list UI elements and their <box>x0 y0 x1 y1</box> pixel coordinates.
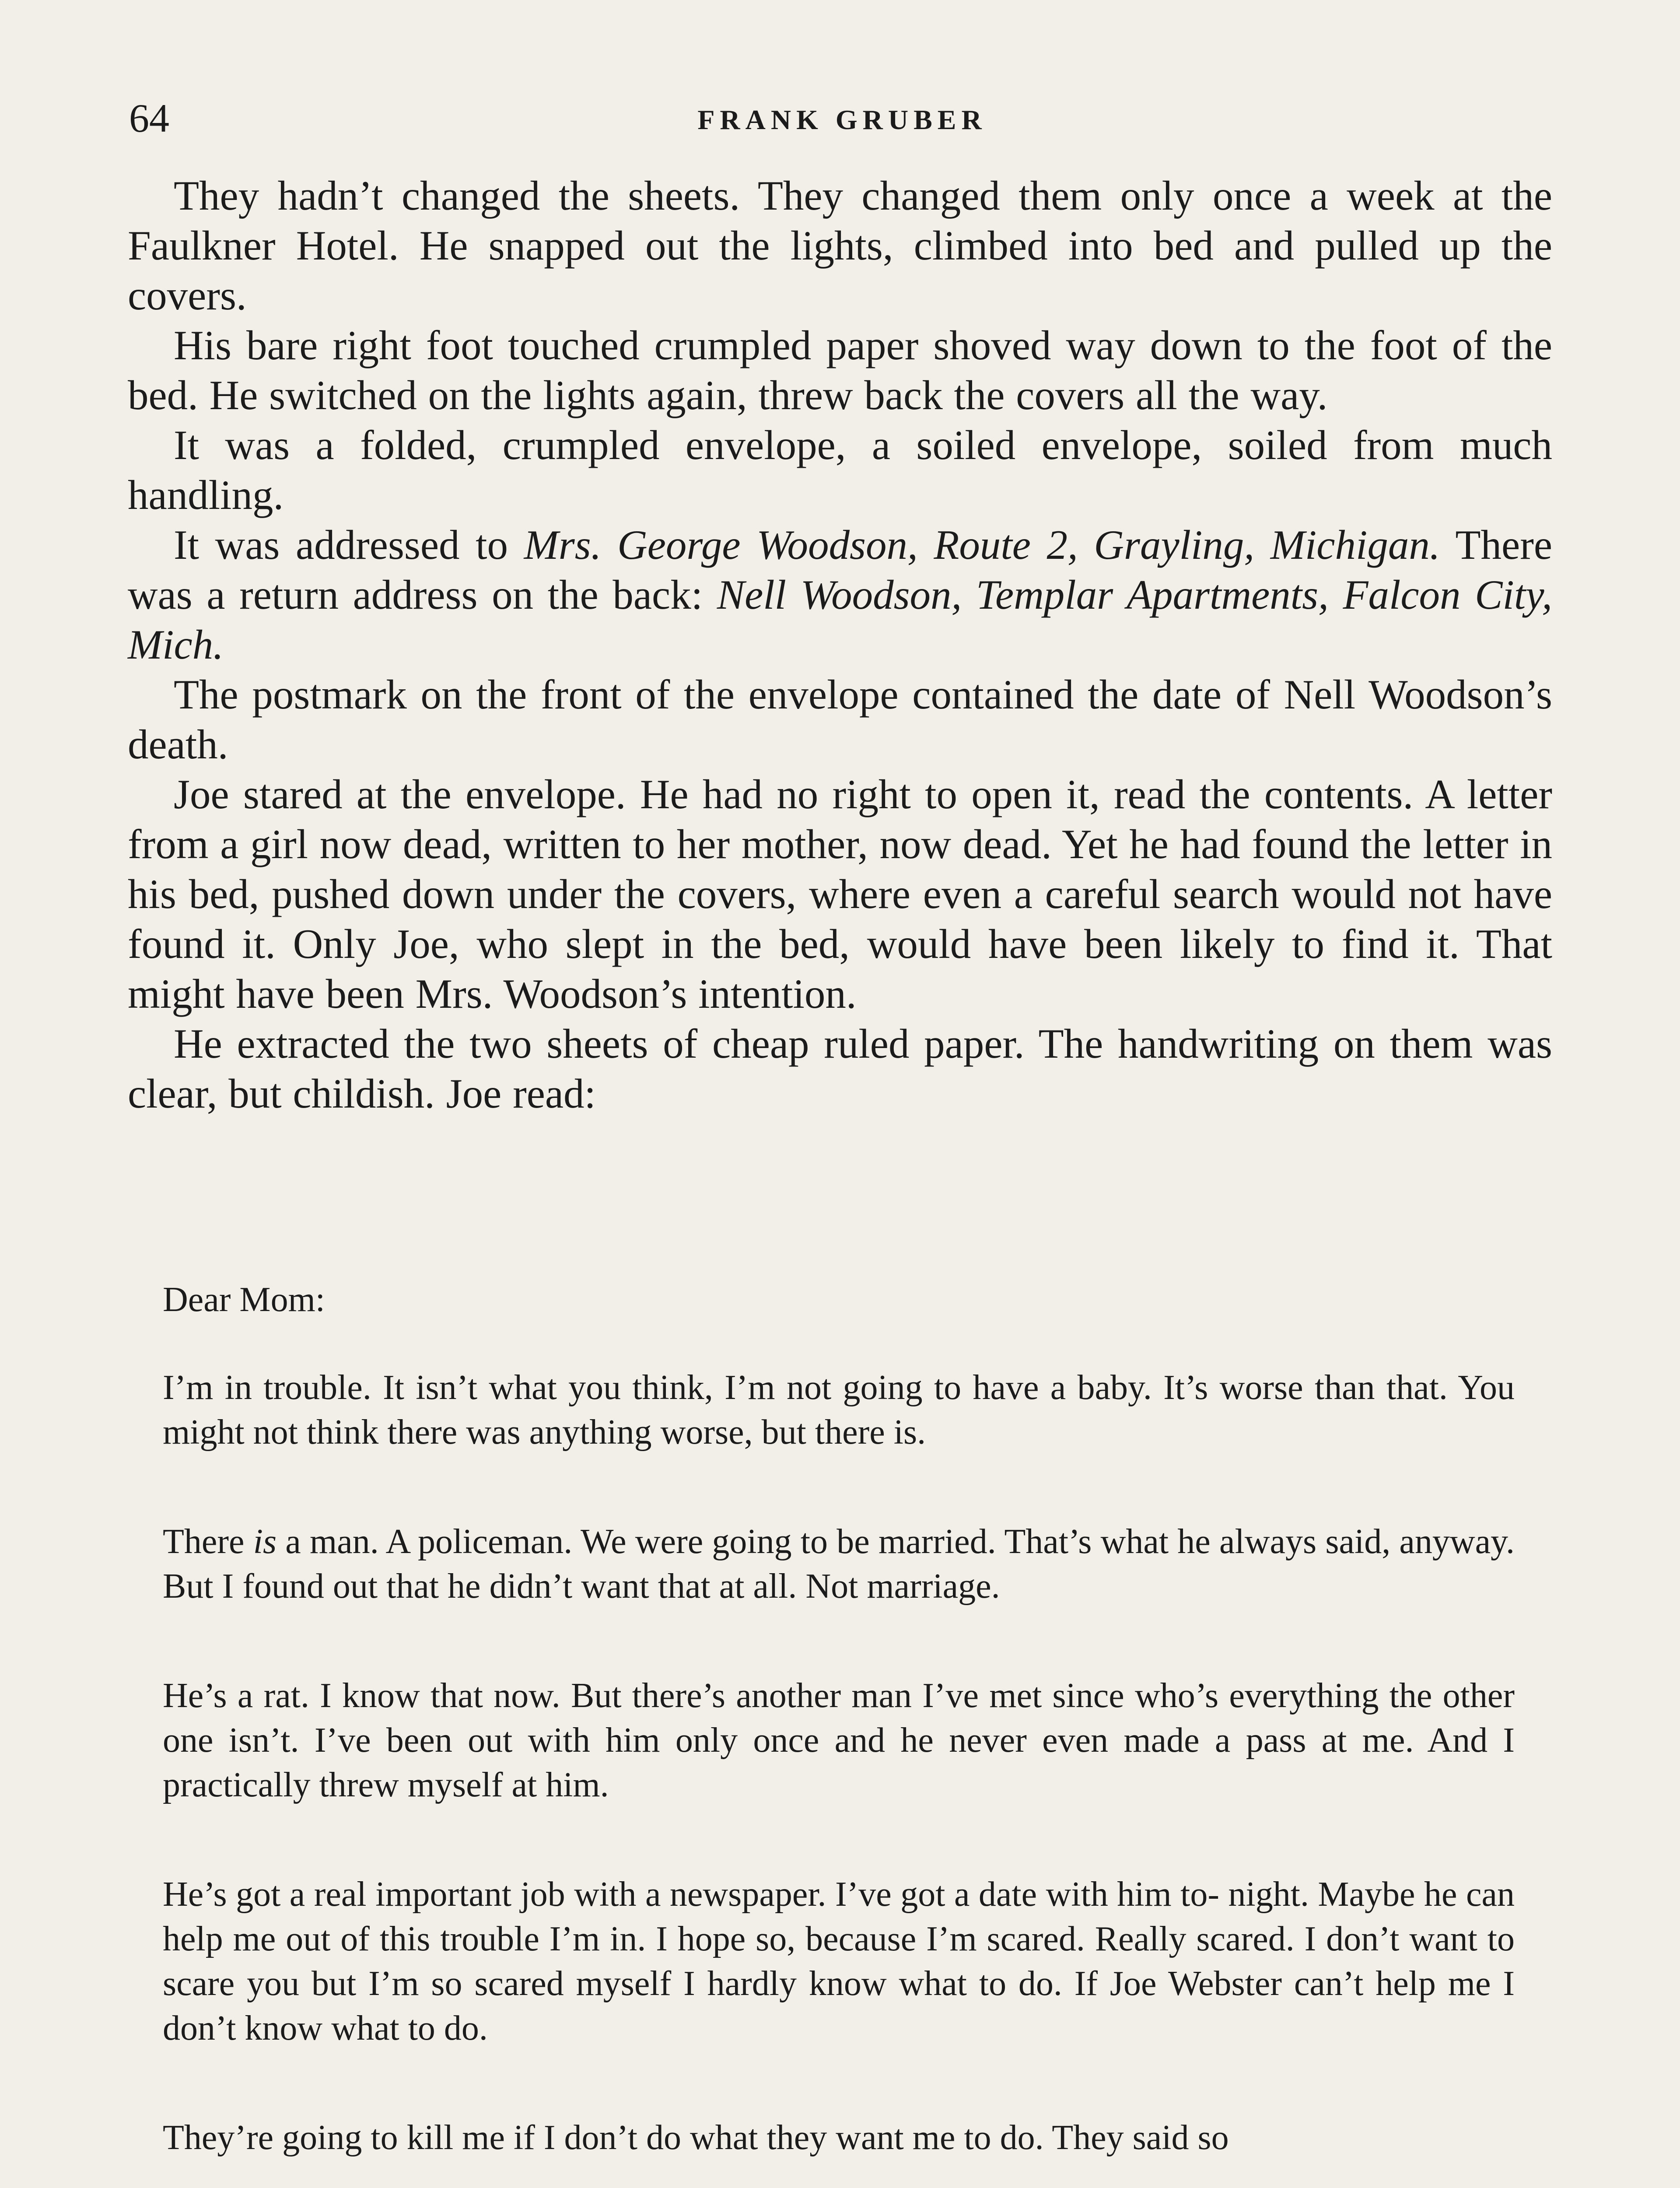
return-address-italic: Nell Woodson, Templar Apartments, Falcon City, Mich. <box>128 572 1552 668</box>
letter-paragraph: He’s a rat. I know that now. But there’s another man I’ve met since who’s everything the other one isn’t. I’ve been out with him only once and he never even made a pass at me. And I practically threw myself at him. <box>163 1676 1515 1804</box>
narrative-text <box>128 171 1552 1119</box>
emphasis-italic: is <box>253 1522 277 1561</box>
paragraph: His bare right foot touched crumpled paper shoved way down to the foot of the bed. He switched on the lights again, threw back the covers all the way. <box>128 322 1552 418</box>
letter-paragraph <box>163 1519 1515 1609</box>
address-italic: Mrs. George Woodson, Route 2, Grayling, Michigan. <box>524 522 1440 568</box>
text-span: There <box>163 1522 253 1561</box>
paragraph: They hadn’t changed the sheets. They changed them only once a week at the Faulkner Hotel. He snapped out the lights, climbed into bed and pulled up the covers. <box>128 172 1552 319</box>
letter-paragraph: I’m in trouble. It isn’t what you think, I’m not going to have a baby. It’s worse than that. You might not think there was anything worse, but there is. <box>163 1368 1515 1452</box>
author-header: FRANK GRUBER <box>697 104 987 135</box>
text-span: There was a return address on the back: <box>128 522 1552 618</box>
text-span: a man. A policeman. We were going to be married. That’s what he always said, anyway. But I found out that he didn’t want that at all. Not marriage. <box>163 1522 1515 1606</box>
letter-salutation: Dear Mom: <box>163 1280 326 1319</box>
text-span: It was addressed to <box>174 522 524 568</box>
letter-paragraph: They’re going to kill me if I don’t do what they want me to do. They said so <box>163 2118 1229 2157</box>
running-head <box>129 90 1555 147</box>
page-number: 64 <box>129 96 169 140</box>
paragraph-address <box>128 520 1552 670</box>
paragraph: Joe stared at the envelope. He had no right to open it, read the contents. A letter from a girl now dead, written to her mother, now dead. Yet he had found the letter in his bed, pushed down under the covers, where even a careful search would not have found it. Only Joe, who slept in the bed, would have been likely to find it. That might have been Mrs. Woodson’s intention. <box>128 771 1552 1017</box>
paragraph: He extracted the two sheets of cheap ruled paper. The handwriting on them was clear, but childish. Joe read: <box>128 1020 1552 1117</box>
letter-block <box>163 1278 1515 2160</box>
paragraph: It was a folded, crumpled envelope, a soiled envelope, soiled from much handling. <box>128 422 1552 518</box>
letter-paragraph: He’s got a real important job with a newspaper. I’ve got a date with him to- night. Maybe he can help me out of this trouble I’m in. I hope so, because I’m scared. Really scared. I don’t want to scare you but I’m so scared myself I hardly know what to do. If Joe Webster can’t help me I don’t know what to do. <box>163 1875 1515 2048</box>
paragraph: The postmark on the front of the envelope contained the date of Nell Woodson’s death. <box>128 671 1552 768</box>
